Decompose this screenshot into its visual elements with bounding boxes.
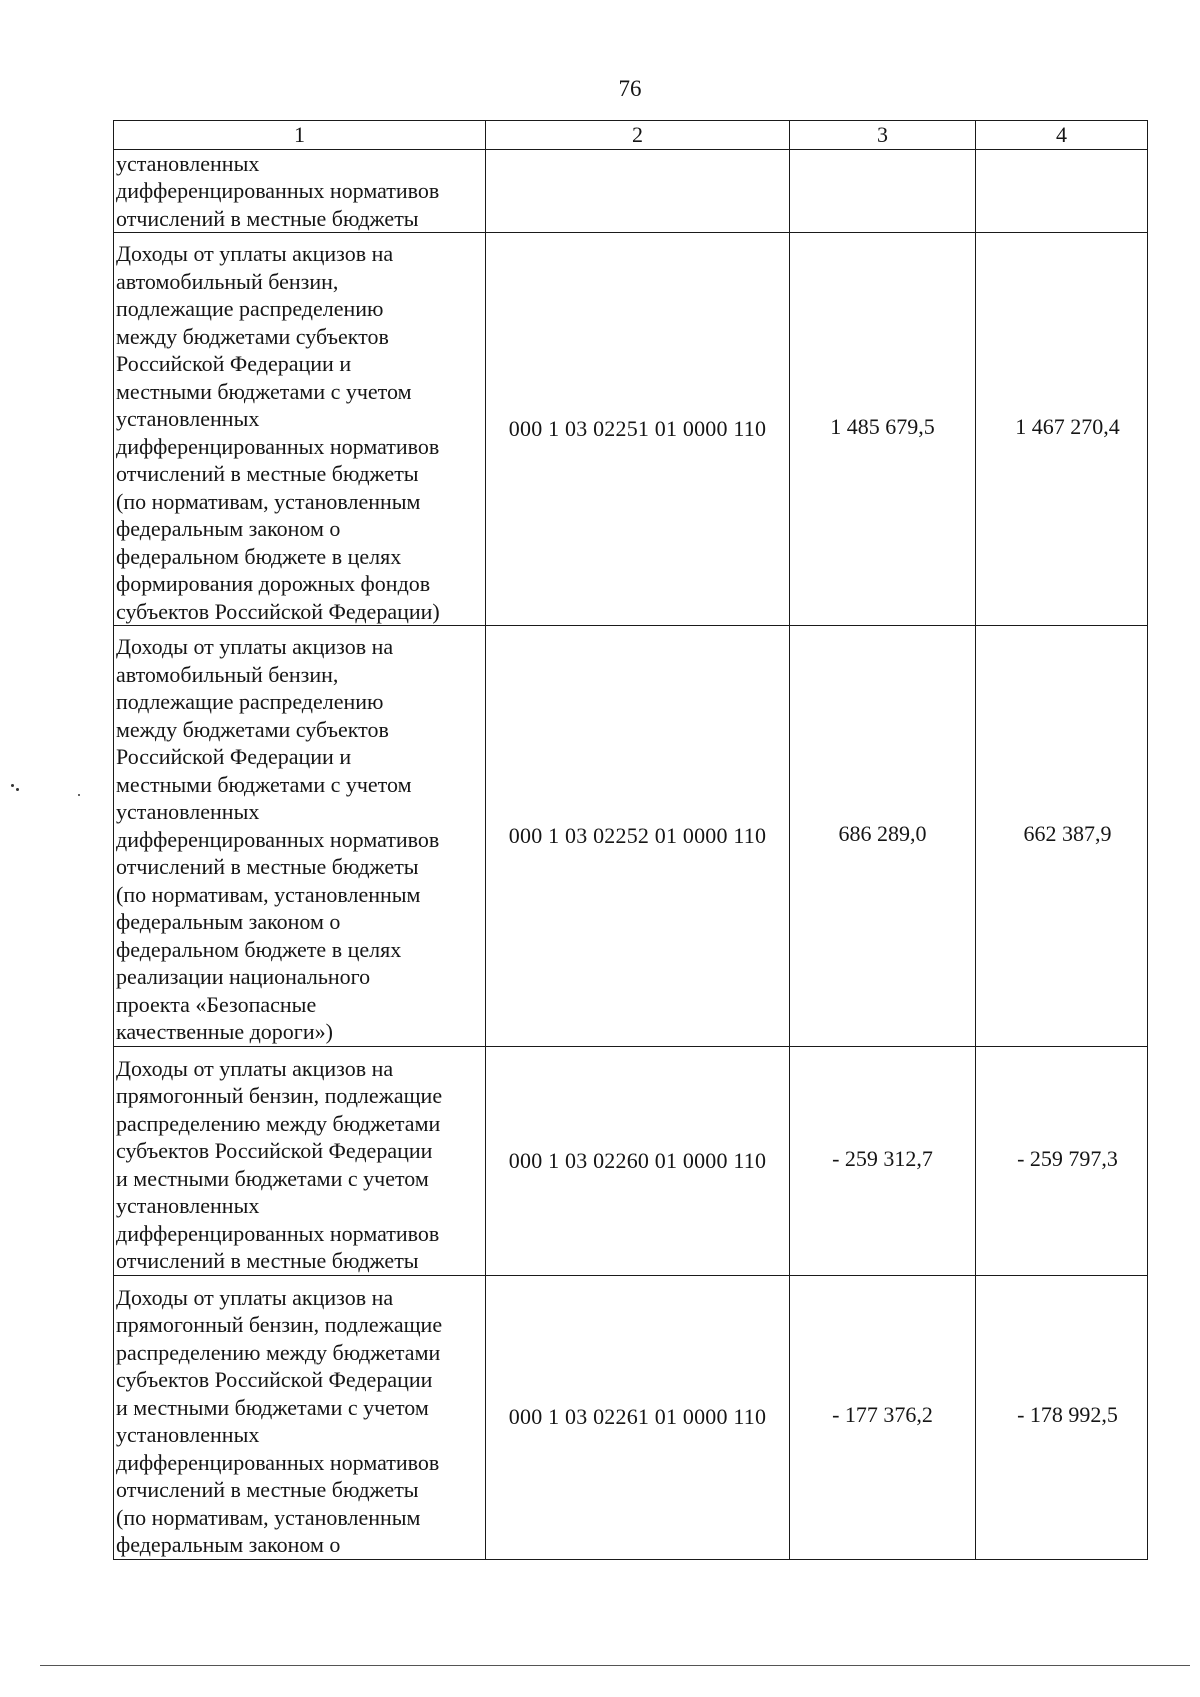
amount-col3-cell	[790, 233, 976, 626]
revenue-name-line: местными бюджетами с учетом	[116, 771, 412, 797]
revenue-name-line: дифференцированных нормативов	[116, 1220, 440, 1246]
revenue-name-line: отчислений в местные бюджеты	[116, 1248, 419, 1273]
revenue-name-line: между бюджетами субъектов	[116, 716, 389, 742]
revenue-name-line: отчислений в местные бюджеты	[116, 1477, 419, 1502]
amount-col4-value: 662 387,9	[1023, 821, 1112, 846]
scan-speck	[16, 788, 19, 791]
budget-code-cell: 000 1 03 02252 01 0000 110	[486, 626, 790, 1047]
revenue-name-line: отчислений в местные бюджеты	[116, 854, 419, 879]
revenue-name-line: автомобильный бензин,	[116, 661, 339, 687]
amount-col3-value: 1 485 679,5	[830, 414, 935, 440]
revenue-name-cell	[114, 233, 486, 626]
revenue-name-line: отчислений в местные бюджеты	[116, 461, 419, 486]
revenue-name-line: местными бюджетами с учетом	[116, 378, 412, 404]
budget-code-cell: 000 1 03 02251 01 0000 110	[486, 233, 790, 626]
revenue-name-line: распределению между бюджетами	[116, 1110, 441, 1136]
revenue-name-line: реализации национального	[116, 964, 371, 989]
revenue-name-line: установленных	[116, 799, 260, 824]
page-bottom-rule	[40, 1665, 1190, 1666]
revenue-name-line: Российской Федерации и	[116, 351, 352, 376]
revenue-name-line: прямогонный бензин, подлежащие	[116, 1312, 443, 1337]
revenue-name-line: и местными бюджетами с учетом	[116, 1165, 429, 1191]
revenue-name-line: (по нормативам, установленным	[116, 881, 421, 907]
amount-col4-cell	[976, 1046, 1148, 1275]
revenue-name-cell	[114, 149, 486, 233]
revenue-name-line: и местными бюджетами с учетом	[116, 1394, 429, 1420]
revenue-name-line: федеральным законом о	[116, 909, 341, 934]
revenue-name-line: субъектов Российской Федерации)	[116, 598, 440, 624]
revenue-name-line: Доходы от уплаты акцизов на	[116, 634, 394, 659]
amount-col3-cell	[790, 1046, 976, 1275]
amount-col4-cell	[976, 233, 1148, 626]
revenue-name-line: подлежащие распределению	[116, 689, 384, 714]
revenue-name-line: подлежащие распределению	[116, 296, 384, 321]
revenue-name-line: Доходы от уплаты акцизов на	[116, 241, 394, 266]
budget-code-cell: 000 1 03 02261 01 0000 110	[486, 1275, 790, 1559]
revenue-name-line: дифференцированных нормативов	[116, 178, 440, 203]
scan-speck	[11, 784, 14, 787]
amount-col4-value: - 178 992,5	[1017, 1402, 1118, 1428]
revenue-name-line: формирования дорожных фондов	[116, 571, 431, 596]
amount-col3-cell	[790, 626, 976, 1047]
page-number: 76	[618, 76, 642, 101]
revenue-name-line: качественные дороги»)	[116, 1019, 333, 1044]
revenue-name-cell	[114, 626, 486, 1047]
amount-col4-cell	[976, 626, 1148, 1047]
header-row	[114, 121, 1148, 150]
revenue-name-line: установленных	[116, 1422, 260, 1447]
revenue-name-line: проекта «Безопасные	[116, 991, 317, 1017]
revenue-name-line: установленных	[116, 1193, 260, 1218]
amount-col3-value: 686 289,0	[838, 821, 927, 846]
scan-speck	[78, 794, 80, 796]
revenue-name-line: федеральном бюджете в целях	[116, 543, 402, 569]
column-header-3: 3	[790, 121, 976, 150]
table-row	[114, 626, 1148, 1047]
revenue-name-cell	[114, 1046, 486, 1275]
revenue-name-line: между бюджетами субъектов	[116, 323, 389, 349]
revenue-name-line: Российской Федерации и	[116, 744, 352, 769]
table-row	[114, 149, 1148, 233]
revenue-name-cell	[114, 1275, 486, 1559]
amount-col3-value: - 177 376,2	[832, 1402, 933, 1428]
amount-col3-value: - 259 312,7	[832, 1145, 933, 1171]
revenue-name-line: (по нормативам, установленным	[116, 1504, 421, 1530]
column-header-2: 2	[486, 121, 790, 150]
revenue-name-line: субъектов Российской Федерации	[116, 1138, 433, 1163]
revenue-name-line: субъектов Российской Федерации	[116, 1367, 433, 1392]
revenue-name-line: автомобильный бензин,	[116, 268, 339, 294]
revenue-name-line: Доходы от уплаты акцизов на	[116, 1055, 394, 1081]
revenue-name-line: дифференцированных нормативов	[116, 433, 440, 459]
amount-col4-cell	[976, 1275, 1148, 1559]
amount-col3-cell	[790, 149, 976, 233]
budget-code-cell	[486, 149, 790, 233]
amount-col4-value: - 259 797,3	[1017, 1145, 1118, 1171]
revenue-table	[113, 120, 1148, 1560]
revenue-name-line: дифференцированных нормативов	[116, 826, 440, 852]
revenue-name-line: установленных	[116, 150, 260, 176]
revenue-name-line: федеральном бюджете в целях	[116, 936, 402, 962]
revenue-name-line: отчислений в местные бюджеты	[116, 205, 419, 231]
amount-col4-cell	[976, 149, 1148, 233]
amount-col3-cell	[790, 1275, 976, 1559]
table-row	[114, 1046, 1148, 1275]
budget-code-cell: 000 1 03 02260 01 0000 110	[486, 1046, 790, 1275]
column-header-1: 1	[114, 121, 486, 150]
table-row	[114, 1275, 1148, 1559]
column-header-4: 4	[976, 121, 1148, 150]
table-row	[114, 233, 1148, 626]
revenue-name-line: дифференцированных нормативов	[116, 1449, 440, 1475]
revenue-name-line: распределению между бюджетами	[116, 1339, 441, 1365]
revenue-name-line: федеральным законом о	[116, 516, 341, 541]
revenue-name-line: (по нормативам, установленным	[116, 488, 421, 514]
revenue-name-line: федеральным законом о	[116, 1532, 341, 1557]
revenue-name-line: прямогонный бензин, подлежащие	[116, 1083, 443, 1108]
revenue-name-line: установленных	[116, 406, 260, 431]
table-body	[114, 121, 1148, 1560]
amount-col4-value: 1 467 270,4	[1015, 414, 1120, 440]
revenue-name-line: Доходы от уплаты акцизов на	[116, 1284, 394, 1310]
